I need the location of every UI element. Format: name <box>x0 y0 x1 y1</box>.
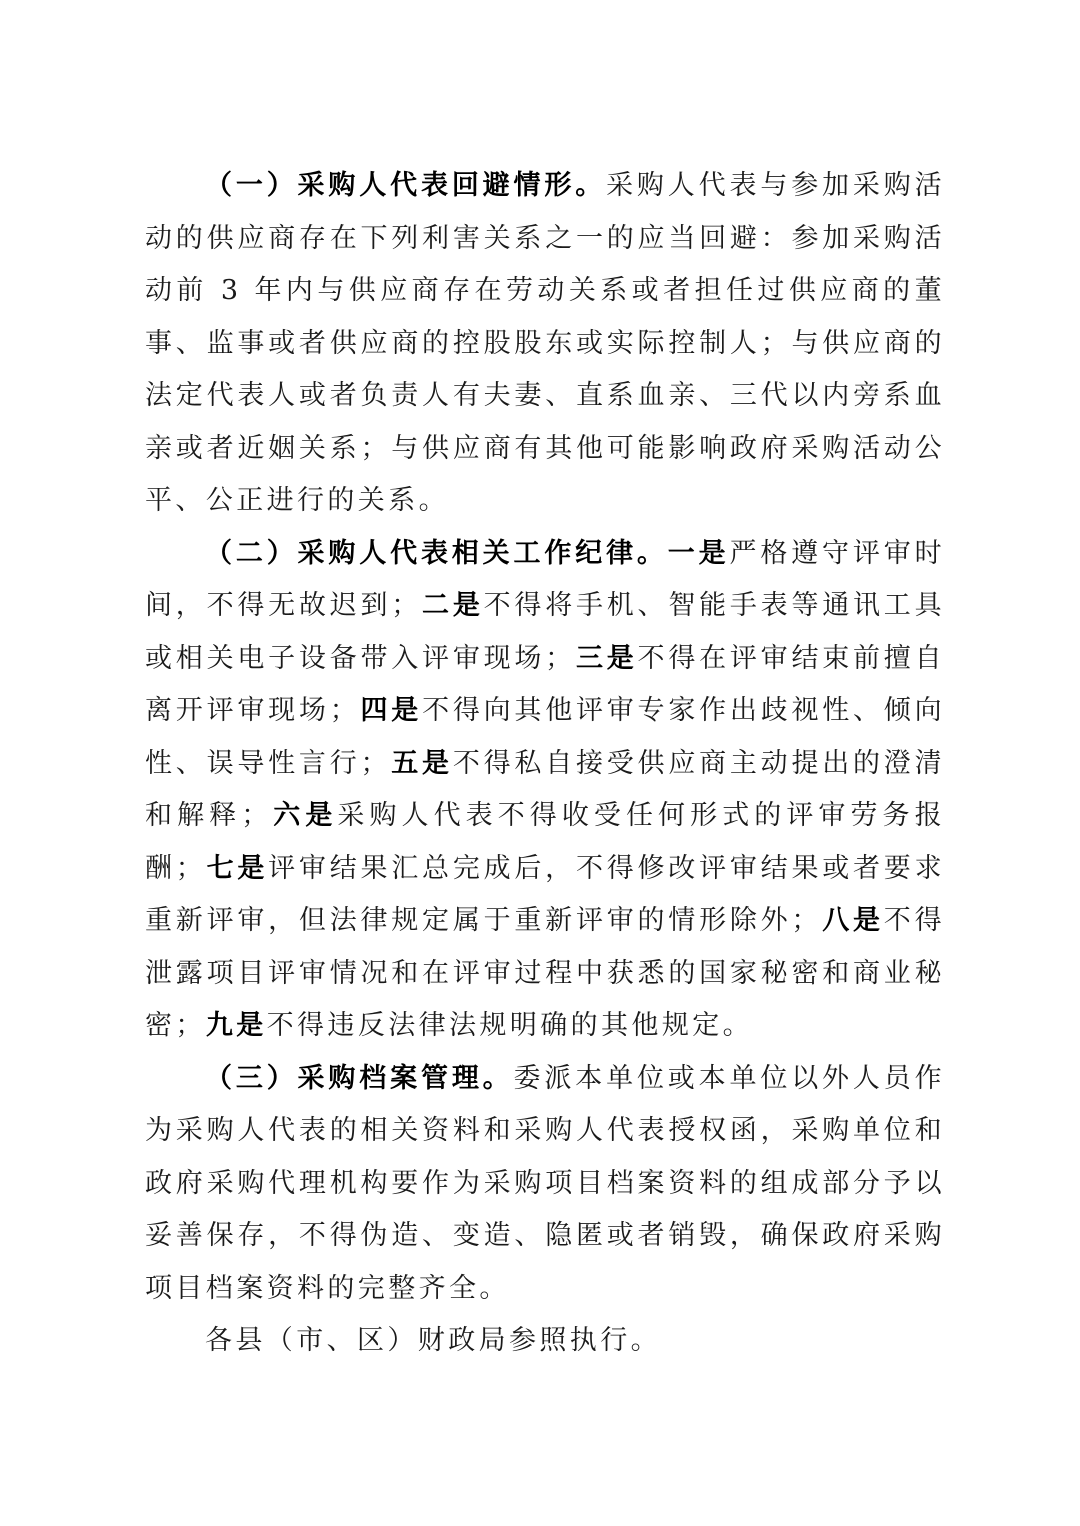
item-marker: 六是 <box>271 800 338 831</box>
item-text: 不得将手机、智能手表等通讯工具或相关电子设备带入评审现场； <box>145 590 945 674</box>
item-marker: 四是 <box>360 695 423 726</box>
item-text: 严格遵守评审时间，不得无故迟到； <box>145 537 945 621</box>
item-marker: 三是 <box>575 642 638 674</box>
section-heading: （一）采购人代表回避情形。 <box>205 170 607 201</box>
paragraph-discipline <box>145 528 945 1053</box>
item-text: 不得私自接受供应商主动提出的澄清和解释； <box>145 747 945 831</box>
section-heading: （三）采购档案管理。 <box>205 1062 514 1094</box>
paragraph-closing <box>145 1315 945 1368</box>
item-marker: 五是 <box>390 747 453 779</box>
item-marker: 二是 <box>421 590 484 621</box>
item-text: 采购人代表不得收受任何形式的评审劳务报酬； <box>145 800 945 884</box>
paragraph-text: 采购人代表与参加采购活动的供应商存在下列利害关系之一的应当回避：参加采购活动前 3 年内与供应商存在劳动关系或者担任过供应商的董事、监事或者供应商的控股股东或实际控制人；与供应商的法定代表人或者负责人有夫妻、直系血亲、三代以内旁系血亲或者近姻关系；与供应商有其他可能影响政府采购活动公平、公正进行的关系。 <box>145 170 945 516</box>
item-text: 评审结果汇总完成后，不得修改评审结果或者要求重新评审，但法律规定属于重新评审的情形除外； <box>145 852 945 936</box>
paragraph-archive <box>145 1053 945 1316</box>
item-text: 不得泄露项目评审情况和在评审过程中获悉的国家秘密和商业秘密； <box>145 905 945 1041</box>
item-text: 不得向其他评审专家作出歧视性、倾向性、误导性言行； <box>145 695 945 779</box>
item-marker: 一是 <box>667 537 730 569</box>
item-marker: 九是 <box>205 1010 267 1041</box>
item-marker: 七是 <box>206 852 269 884</box>
section-heading: （二）采购人代表相关工作纪律。 <box>205 537 668 569</box>
closing-text: 各县（市、区）财政局参照执行。 <box>205 1325 661 1356</box>
paragraph-avoidance <box>145 160 945 528</box>
paragraph-text: 委派本单位或本单位以外人员作为采购人代表的相关资料和采购人代表授权函，采购单位和政府采购代理机构要作为采购项目档案资料的组成部分予以妥善保存，不得伪造、变造、隐匿或者销毁，确保政府采购项目档案资料的完整齐全。 <box>145 1062 946 1304</box>
item-text: 不得在评审结束前擅自离开评审现场； <box>145 642 945 726</box>
item-marker: 八是 <box>821 905 884 936</box>
document-page <box>145 160 945 1368</box>
item-text: 不得违反法律法规明确的其他规定。 <box>266 1010 754 1041</box>
